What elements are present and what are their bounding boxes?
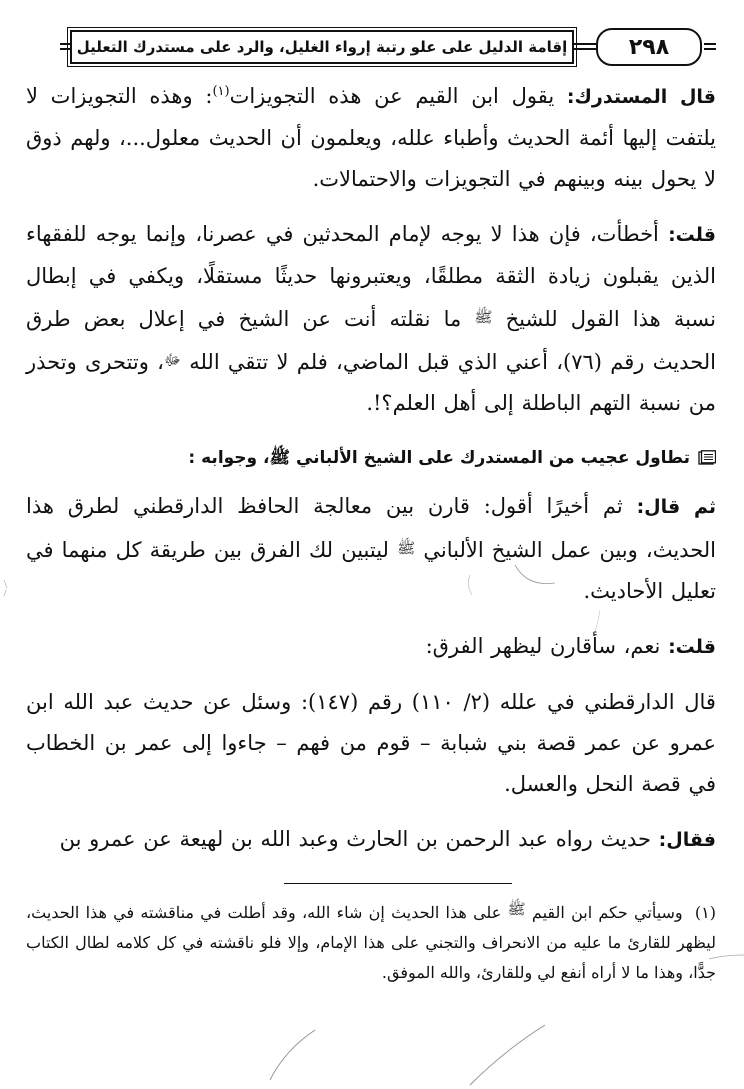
section-heading [26, 438, 716, 478]
paragraph-response [26, 214, 716, 424]
footnote-text: على هذا الحديث إن شاء الله، وقد أطلت في مناقشته في هذا الحديث، ليظهر للقارئ ما عليه من الانحراف والتجني على هذا الإمام، وإلا فلو ناقشته في كل كلامه لطال الكتاب جدًّا، وهذا ما لا أراه أنفع لي وللقارئ، والله الموفق. [26, 903, 716, 982]
paragraph-daraqutni-quote [26, 682, 716, 805]
honorific-glyph: ﷺ [474, 308, 493, 326]
paragraph-keyword: قلت: [668, 636, 716, 658]
paragraph-he-said [26, 819, 716, 861]
paragraph-text: نعم، سأقارن ليظهر الفرق: [425, 634, 661, 658]
footnote [26, 894, 716, 988]
paragraph-text: أخطأت، فإن هذا لا يوجه لإمام المحدثين في عصرنا، وإنما يوجه للفقهاء الذين يقبلون زيادة الثقة مطلقًا، ويعتبرونها حديثًا مستقلًا، ويكفي في إبطال نسبة هذا القول للشيخ [26, 222, 716, 331]
paragraph-text: قال الدارقطني في علله (٢/ ١١٠) رقم (١٤٧): وسئل عن حديث عبد الله ابن عمرو عن عمر قصة بني شبابة – قوم من فهم – جاءوا إلى عمر بن الخطاب في قصة النحل والعسل. [26, 690, 716, 796]
footnote-text: وسيأتي حكم ابن القيم [531, 903, 683, 922]
running-header [60, 26, 716, 70]
book-icon [698, 450, 716, 466]
paragraph-text: يقول ابن القيم عن هذه التجويزات [229, 84, 555, 108]
footnote-number: (١) [694, 903, 717, 922]
header-rule-middle [574, 43, 598, 50]
paragraph-text: ثم أخيرًا أقول: قارن بين معالجة الحافظ الدارقطني لطرق هذا الحديث، وبين عمل الشيخ الألباني [26, 494, 716, 562]
header-rule-right [704, 43, 716, 50]
honorific-glyph: ﷺ [507, 900, 526, 918]
paragraph-reply-compare [26, 626, 716, 668]
page-number: ٢٩٨ [596, 28, 702, 66]
paragraph-text: ، وتتحرى وتحذر من نسبة التهم الباطلة إلى أهل العلم؟!. [26, 350, 716, 415]
honorific-glyph: ﷻ [163, 351, 181, 369]
header-rule-left [60, 43, 70, 50]
paragraph-keyword: فقال: [658, 829, 716, 851]
paragraph-then-said [26, 486, 716, 612]
paragraph-keyword: قال المستدرك: [566, 86, 717, 108]
paragraph-text: ما نقلته أنت عن الشيخ في إعلال بعض طرق الحديث رقم (٧٦)، أعني الذي قبل الماضي، فلم لا تتقي الله [26, 307, 716, 374]
section-heading-text: تطاول عجيب من المستدرك على الشيخ الألباني ﷺ، وجوابه : [188, 448, 690, 468]
footnote-separator [284, 883, 512, 884]
paragraph-text: حديث رواه عبد الرحمن بن الحارث وعبد الله بن لهيعة عن عمرو بن [59, 827, 651, 851]
running-title: إقامة الدليل على علو رتبة إرواء الغليل، والرد على مستدرك التعليل [70, 30, 574, 64]
paragraph-keyword: قلت: [668, 224, 716, 246]
body-text [26, 76, 716, 875]
paragraph-text: : وهذه التجويزات لا يلتفت إليها أئمة الحديث وأطباء علله، ويعلمون أن الحديث معلول...، ولهم ذوق لا يحول بينه وبينهم في التجويزات والاحتمالات. [26, 84, 716, 191]
paragraph-mustadrik-quote [26, 76, 716, 200]
paragraph-keyword: ثم قال: [636, 496, 716, 518]
paragraph-text: ليتبين لك الفرق بين طريقة كل منهما في تعليل الأحاديث. [26, 538, 716, 603]
honorific-glyph: ﷺ [397, 539, 416, 557]
footnote-reference[interactable]: (١) [212, 84, 230, 99]
